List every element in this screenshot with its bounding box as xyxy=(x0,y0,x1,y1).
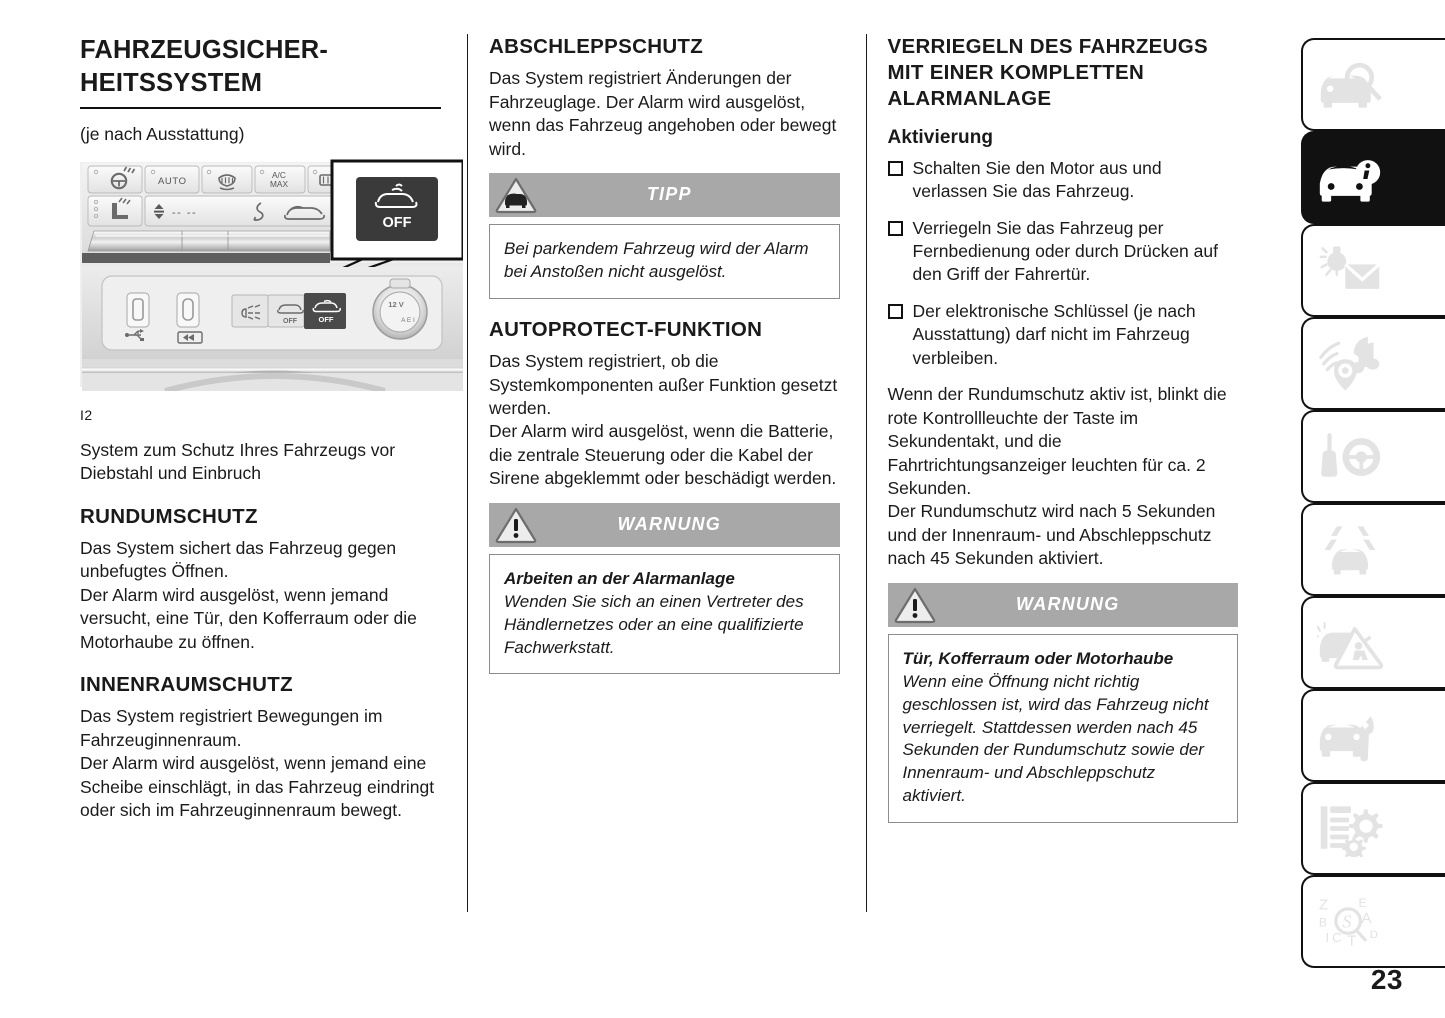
chapter-tab-vehicle-inspection[interactable] xyxy=(1301,38,1445,131)
paragraph: Wenn der Rundumschutz aktiv ist, blinkt die rote Kontrollleuchte der Taste im Sekundentakt, und die Fahrtrichtungsanzeiger leuchten für ca. 2 Sekunden. xyxy=(887,384,1227,498)
chapter-tab-lane-assist[interactable] xyxy=(1301,503,1445,596)
chapter-tab-vehicle-info[interactable] xyxy=(1301,131,1445,224)
section-heading-rundumschutz: RUNDUMSCHUTZ xyxy=(80,504,258,528)
warning-callout-text: Wenn eine Öffnung nicht richtig geschlossen ist, wird das Fahrzeug nicht verriegelt. Stattdessen werden nach 45 Sekunden der Rundumschutz sowie der Innenraum- und Abschleppschutz aktiviert. xyxy=(902,671,1209,806)
svg-text:A: A xyxy=(1361,909,1372,927)
paragraph: Das System registriert Bewegungen im Fahrzeuginnenraum. xyxy=(80,706,383,750)
chapter-tab-rail xyxy=(1293,38,1445,950)
lamp-mail-icon xyxy=(1317,243,1383,299)
list-item-text: Verriegeln Sie das Fahrzeug per Fernbedienung oder durch Drücken auf den Griff der Fahrertür. xyxy=(912,217,1218,285)
paragraph: Der Alarm wird ausgelöst, wenn jemand versucht, eine Tür, den Kofferraum oder die Motorhaube zu öffnen. xyxy=(80,584,417,652)
warning-callout-lead: Tür, Kofferraum oder Motorhaube xyxy=(902,648,1174,668)
figure-caption: I2 xyxy=(80,406,93,423)
warning-triangle-icon xyxy=(892,585,938,625)
paragraph: Das System registriert, ob die Systemkomponenten außer Funktion gesetzt werden. xyxy=(489,351,838,418)
warning-callout-body xyxy=(888,634,1239,824)
figure-label-auto: AUTO xyxy=(158,175,187,187)
index-search-icon xyxy=(1317,894,1383,950)
chapter-tab-emergency-breakdown[interactable] xyxy=(1301,596,1445,689)
chapter-tab-vehicle-service[interactable] xyxy=(1301,689,1445,782)
car-triangle-icon xyxy=(493,175,539,215)
warning-callout-title: WARNUNG xyxy=(1016,594,1120,615)
figure-label-off-callout: OFF xyxy=(382,214,412,231)
navigation-audio-icon xyxy=(1317,336,1383,392)
paragraph: Der Alarm wird ausgelöst, wenn jemand eine Scheibe einschlägt, in das Fahrzeug eindringt oder sich im Fahrzeuginnenraum bewegt. xyxy=(80,753,435,820)
square-bullet-icon xyxy=(888,161,903,176)
page-title xyxy=(80,34,441,100)
center-console-figure xyxy=(80,159,463,399)
figure-label-display: -- -- xyxy=(172,206,198,219)
warning-callout-text: Wenden Sie sich an einen Vertreter des Händlernetzes oder an eine qualifizierte Fachwerkstatt. xyxy=(504,591,804,657)
specifications-gear-icon xyxy=(1317,801,1383,857)
chapter-tab-navigation-audio[interactable] xyxy=(1301,317,1445,410)
figure-label-small-off-2: OFF xyxy=(318,314,334,324)
list-item-text: Der elektronische Schlüssel (je nach Ausstattung) darf nicht im Fahrzeug verbleiben. xyxy=(912,300,1196,368)
vehicle-inspection-icon xyxy=(1317,57,1383,113)
paragraph: Der Rundumschutz wird nach 5 Sekunden und der Innenraum- und Abschleppschutz nach 45 Sekunden aktiviert. xyxy=(887,501,1216,569)
page-title-line1: FAHRZEUGSICHER- xyxy=(80,36,329,64)
svg-text:E: E xyxy=(1358,895,1367,910)
column-right xyxy=(888,34,1261,914)
warning-callout-title: WARNUNG xyxy=(617,514,721,535)
title-rule xyxy=(80,107,441,109)
figure-label-small-off-1: OFF xyxy=(283,317,297,325)
warning-callout xyxy=(888,583,1239,824)
chapter-tab-steering-start[interactable] xyxy=(1301,410,1445,503)
emergency-breakdown-icon xyxy=(1317,615,1383,671)
warning-callout-header xyxy=(489,503,840,547)
content-columns xyxy=(80,34,1260,914)
section-heading-verriegeln: VERRIEGELN DES FAHRZEUGS MIT EINER KOMPLETTEN ALARMANLAGE xyxy=(887,35,1208,111)
paragraph: Das System sichert das Fahrzeug gegen unbefugtes Öffnen. xyxy=(80,537,397,582)
chapter-tab-specifications[interactable] xyxy=(1301,782,1445,875)
intro-paragraph: System zum Schutz Ihres Fahrzeugs vor Diebstahl und Einbruch xyxy=(80,439,396,484)
figure-label-ac: A/C xyxy=(272,169,286,180)
page-subtitle: (je nach Ausstattung) xyxy=(80,124,245,145)
svg-text:D: D xyxy=(1369,928,1378,941)
svg-text:B: B xyxy=(1318,915,1328,930)
figure-label-max: MAX xyxy=(270,178,288,189)
paragraph: Das System registriert Änderungen der Fahrzeuglage. Der Alarm wird ausgelöst, wenn das Fahrzeug angehoben oder bewegt wird. xyxy=(489,68,837,159)
paragraph: Der Alarm wird ausgelöst, wenn die Batterie, die zentrale Steuerung oder die Kabel der Sirene abgeklemmt oder beschädigt werden. xyxy=(489,421,837,489)
warning-triangle-icon xyxy=(493,505,539,545)
square-bullet-icon xyxy=(888,221,903,236)
list-item-text: Schalten Sie den Motor aus und verlassen Sie das Fahrzeug. xyxy=(912,157,1162,202)
tip-callout-text: Bei parkendem Fahrzeug wird der Alarm bei Anstoßen nicht ausgelöst. xyxy=(504,238,809,281)
chapter-tab-lamp-mail[interactable] xyxy=(1301,224,1445,317)
vehicle-service-icon xyxy=(1317,708,1383,764)
section-heading-abschleppschutz: ABSCHLEPPSCHUTZ xyxy=(489,35,704,58)
svg-text:I: I xyxy=(1325,929,1330,945)
lane-assist-icon xyxy=(1317,522,1383,578)
section-heading-autoprotect: AUTOPROTECT-FUNKTION xyxy=(489,317,763,341)
warning-callout xyxy=(489,503,840,675)
list-item xyxy=(888,300,1239,370)
subsection-heading-aktivierung: Aktivierung xyxy=(887,126,994,148)
svg-text:Z: Z xyxy=(1318,896,1329,914)
warning-callout-header xyxy=(888,583,1239,627)
page-number: 23 xyxy=(1370,964,1403,995)
tip-callout-title: TIPP xyxy=(646,184,692,205)
figure-label-amp: A E I xyxy=(401,316,415,324)
chapter-tab-index[interactable] xyxy=(1301,875,1445,968)
tip-callout-body xyxy=(489,224,840,299)
activation-steps-list xyxy=(888,157,1239,371)
svg-text:T: T xyxy=(1347,932,1357,950)
tip-callout xyxy=(489,173,840,299)
vehicle-info-icon xyxy=(1317,150,1383,206)
steering-start-icon xyxy=(1317,429,1383,485)
tip-callout-header xyxy=(489,173,840,217)
page-title-line2: HEITSSYSTEM xyxy=(80,69,263,98)
square-bullet-icon xyxy=(888,304,903,319)
column-left xyxy=(80,34,463,914)
warning-callout-body xyxy=(489,554,840,675)
section-heading-innenraumschutz: INNENRAUMSCHUTZ xyxy=(80,673,293,697)
svg-text:S: S xyxy=(1342,911,1352,932)
list-item xyxy=(888,217,1239,287)
svg-text:C: C xyxy=(1332,929,1342,945)
list-item xyxy=(888,157,1239,204)
warning-callout-lead: Arbeiten an der Alarmanlage xyxy=(504,568,735,588)
column-middle xyxy=(489,34,862,914)
figure-label-volt: 12 V xyxy=(388,299,404,309)
